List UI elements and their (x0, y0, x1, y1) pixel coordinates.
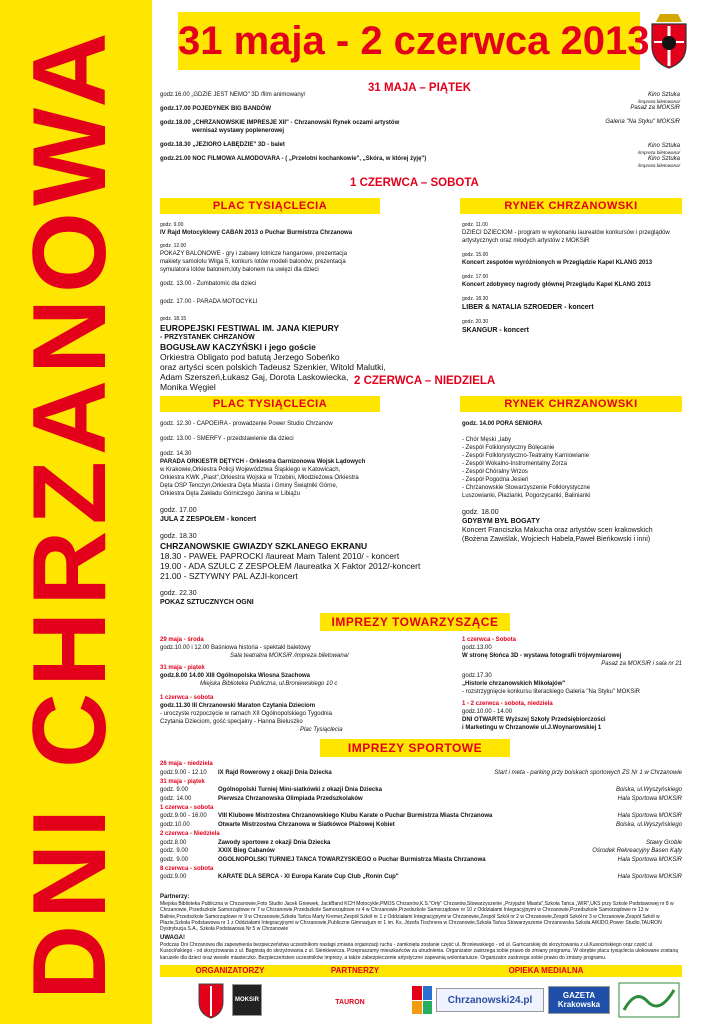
sport-time: godz.9.00 - 12.10 (160, 770, 207, 777)
event: godz. 17.00 - PARADA MOTOCYKLI (160, 299, 258, 305)
event: SKANGUR - koncert (462, 327, 529, 334)
sport-venue: Hala Sportowa MOKSiR (617, 796, 682, 803)
gazeta-krakowska-logo: GAZETA Krakowska (548, 986, 610, 1014)
day3-rynek-header: RYNEK CHRZANOWSKI (460, 396, 682, 412)
sport-header: IMPREZY SPORTOWE (320, 739, 510, 757)
sport-time: godz.8.00 (160, 839, 187, 846)
time: godz.17.30 (462, 673, 492, 679)
time: godz. 14.30 (160, 451, 192, 457)
sport-row (160, 760, 682, 769)
media-label: OPIEKA MEDIALNA (410, 965, 682, 977)
event: - Chrzanowskie Stowarzyszenie Folklorystyczne (462, 485, 591, 491)
venue: Sala teatralna MOKSiR /impreza biletowana/ (230, 653, 349, 659)
tow-right (462, 636, 682, 732)
venue-note: /impreza biletowana/ (637, 99, 680, 104)
date-banner: 31 maja - 2 czerwca 2013 (178, 12, 640, 70)
chrzanowski24-logo: Chrzanowski24.pl (436, 988, 544, 1012)
sport-list (160, 760, 682, 882)
coat-of-arms-icon (646, 12, 692, 70)
sport-time: godz.10.00 (160, 822, 190, 829)
sport-venue: Hala Sportowa MOKSiR (617, 813, 682, 820)
vertical-title: DNI CHRZANOWA (12, 26, 128, 1000)
sport-event: VIII Klubowe Mistrzostwa Chrzanowskiego Klubu Karate o Puchar Burmistrza Miasta Chrzanowa (218, 813, 493, 820)
event: GDYBYM BYŁ BOGATY (462, 518, 541, 525)
sport-event: KARATE DLA SERCA - XI Europa Karate Cup Club „Ronin Cup" (218, 874, 399, 881)
event: Orkiestra Dęta Zakładu Górniczego Janina w Libiążu (160, 491, 301, 497)
tauron-logo: TAURON (330, 990, 370, 1014)
sport-venue: Hala Sportowa MOKSiR (617, 856, 682, 863)
time: godz. 18.30 (462, 296, 489, 302)
event: Czytania Dzieciom, gość specjalny - Hanna Bieluszko (160, 719, 303, 725)
sport-venue: Start i meta - parking przy boiskach sportowych ZS Nr 1 w Chrzanowie (494, 770, 682, 777)
event: Dęta OSP Tenczyn,Orkiestra Dęta Miasta i Gminy Świątniki Górne, (160, 483, 338, 489)
time: godz.10.00 - 14.00 (462, 709, 513, 715)
event: - Zespół Folklorystyczny Bolęcanie (462, 445, 555, 451)
event: Orkiestra Obligato pod batutą Jerzego Sobeńko (160, 352, 340, 362)
event: - uroczyste rozpoczęcie w ramach XII Ogólnopolskiego Tygodnia (160, 711, 332, 717)
d1-item: godz.17.00 POJEDYNEK BIG BANDÓW (160, 106, 272, 112)
partners-text: Miejska Biblioteka Publiczna w Chrzanowie,Foto Studio Jacek Gniewek, JackBand KCH Motocykle,PMOS Chrzanów,K.S."Orły" Chrzanów,Stowarzyszenie „Przyjaźni Miasta",Szkoła Tańca „WIR",UKS przy Szkole Podstawowej nr 8 w Chrzanowie, Przedszkole Samorządowe nr 7 w Chrzanowie,Przedszkole Samorządowe nr 4 w Chrzanowie,Przedszkole Samorządowe nr 10 z Oddziałami Integracyjnymi w Chrzanowie,Przedszkole Samorządowe nr 13 w Balinie,Przedszkole Samorządowe nr 9 w Chrzanowie,Szkoła Tańca Marty Kremer,Zespół Szkół nr 1 z Oddziałami Integracyjnymi w Chrzanowie,Zespół Szkół nr 2 w Chrzanowie,Zespół Szkół nr 3 w Chrzanowie,Zespół Szkół w Płazie,Szkoła Podstawowa nr 1 z Oddziałami Integracyjnymi w Chrzanowie,Publiczne Gimnazjum nr 1 im. Ks. Józefa Tischnera w Chrzanowie,Szkoła Tańca Stowarzyszenie Chrzanowska Szkoła AIKIDO,Power Studio,TAURON Dystrybucja S.A., Szkoła Podstawowa Nr 5 w Chrzanowie (160, 901, 674, 933)
sport-date: 26 maja - niedziela (160, 761, 213, 768)
sport-venue: Stawy Groble (645, 839, 682, 846)
time: godz. 18.00 (462, 509, 499, 516)
day2-plac-list (160, 222, 460, 392)
event: godz. 14.00 PORA SENIORA (462, 421, 543, 427)
sport-date: 1 czerwca - sobota (160, 804, 214, 811)
city-crest-icon (196, 982, 226, 1020)
d1-item: godz.18.30 „JEZIORO ŁABĘDZIE" 3D - balet (160, 142, 285, 148)
event: JULA Z ZESPOŁEM - koncert (160, 516, 257, 523)
event: symulatora lotów balonem,loty balonem na uwięzi dla dzieci (160, 267, 319, 273)
event: Koncert zdobywcy nagrody głównej Przeglądu Kapel KLANG 2013 (462, 282, 651, 288)
day3-plac-list (160, 420, 460, 607)
sport-row (160, 777, 682, 786)
event: i Marketingu w Chrzanowie ul.J.Woynarowskiej 1 (462, 725, 602, 731)
sport-row (160, 803, 682, 812)
event: LIBER & NATALIA SZROEDER - koncert (462, 304, 594, 311)
sport-date: 2 czerwca - Niedziela (160, 830, 220, 837)
sport-venue: Boiska, ul.Wyszyńskiego (615, 787, 682, 794)
event: w Krakowie,Orkiestra Policji Województwa Śląskiego w Katowicach, (160, 467, 341, 473)
event: Koncert zespołów wyróżnionych w Przeglądzie Kapel KLANG 2013 (462, 260, 653, 266)
event: 18.30 - PAWEŁ PAPROCKI /laureat Mam Talent 2010/ - koncert (160, 551, 400, 561)
notice-label: UWAGA! (160, 935, 185, 941)
venue: Kino Sztuka (647, 143, 680, 149)
venue: Miejska Biblioteka Publiczna, ul.Broniewskiego 10 c (200, 681, 338, 687)
sport-row (160, 769, 682, 778)
date: 31 maja - piątek (160, 665, 205, 671)
time: godz. 12.00 (160, 243, 187, 249)
sport-row (160, 821, 682, 830)
d1-item: godz.16.00 „GDZIE JEST NEMO" 3D /film animowany/ (160, 92, 306, 98)
time: godz. 17.00 (160, 507, 197, 514)
event: EUROPEJSKI FESTIWAL IM. JANA KIEPURY (160, 323, 340, 333)
day2-rynek-header: RYNEK CHRZANOWSKI (460, 198, 682, 214)
sport-venue: Boiska, ul.Wyszyńskiego (615, 822, 682, 829)
day2-title: 1 CZERWCA – SOBOTA (350, 177, 479, 189)
day1-title: 31 MAJA – PIĄTEK (368, 82, 472, 94)
event: Monika Węgiel (160, 382, 216, 392)
event: 21.00 - SZTYWNY PAL AZJI-koncert (160, 571, 298, 581)
event: CHRZANOWSKIE GWIAZDY SZKLANEGO EKRANU (160, 541, 368, 551)
sport-time: godz. 9.00 (160, 848, 189, 855)
day2-rynek-list (462, 222, 692, 335)
time: godz. 18.30 (160, 533, 197, 540)
date: 1 czerwca - sobota (160, 695, 214, 701)
event: - Zespół Wokalno-Instrumentalny Zorza (462, 461, 567, 467)
event: - Zespół Pogodna Jesień (462, 477, 529, 483)
event: Adam Szerszeń,Łukasz Gaj, Dorota Laskowiecka, (160, 372, 349, 382)
sport-date: 8 czerwca - sobota (160, 865, 214, 872)
sport-venue: Ośrodek Rekreacyjny Basen Kąty (592, 848, 682, 855)
event: - Zespół Chóralny Wrzos (462, 469, 528, 475)
day3-rynek-list (462, 420, 692, 544)
tow-header (320, 613, 510, 631)
partners-label: Partnerzy: (160, 894, 190, 900)
sport-row (160, 847, 682, 856)
venue-note: /impreza biletowana/ (637, 163, 680, 168)
venue: Pasaż za MOKSiR (630, 105, 680, 111)
moksir-logo: MOKSiR (232, 984, 262, 1016)
event: Koncert Franciszka Makucha oraz artystów scen krakowskich (462, 527, 653, 534)
sport-row (160, 838, 682, 847)
day1-left (160, 91, 580, 169)
time: godz. 11.00 (462, 222, 488, 228)
sport-event: OGÓLNOPOLSKI TURNIEJ TAŃCA TOWARZYSKIEGO o Puchar Burmistrza Miasta Chrzanowa (218, 856, 486, 863)
event: POKAZY BALONOWE - gry i zabawy lotnicze hangarowe, prezentacja (160, 251, 347, 257)
event: POKAZ SZTUCZNYCH OGNI (160, 599, 254, 606)
event: godz.11.30 III Chrzanowski Maraton Czytania Dzieciom (160, 703, 316, 709)
event: makiety samolotu Wilga 5, konkurs lotów modeli balonów, prezentacja (160, 259, 346, 265)
sport-event: Pierwsza Chrzanowska Olimpiada Przedszkolaków (218, 796, 363, 803)
event: godz.8.00 14.00 XIII Ogólnopolska Wiosna Szachowa (160, 673, 310, 679)
sport-row (160, 830, 682, 839)
event: IV Rajd Motocyklowy CABAN 2013 o Puchar Burmistrza Chrzanowa (160, 230, 353, 236)
event: godz.10.00 i 12.00 Baśniowa historia - spektakl baletowy (160, 645, 311, 651)
event: godz. 13.00 - SMERFY - przedstawienie dla dzieci (160, 436, 294, 442)
sport-time: godz.9.00 (160, 874, 187, 881)
event: (Bożena Zawiślak, Wojciech Habela,Paweł Bieńkowski i inni) (462, 536, 651, 543)
event: oraz artyści scen polskich Tadeusz Szenkier, Witold Malutki, (160, 362, 386, 372)
sport-date: 31 maja - piątek (160, 778, 205, 785)
time: godz. 17.00 (462, 274, 489, 280)
time: godz.13.00 (462, 645, 492, 651)
day1-right (560, 91, 680, 168)
sport-time: godz. 9.00 (160, 856, 189, 863)
sport-time: godz.9.00 - 16.00 (160, 813, 207, 820)
time: godz. 20.30 (462, 319, 489, 325)
venue: Kino Sztuka (647, 156, 680, 162)
venue: Plac Tysiąclecia (300, 727, 343, 733)
notice-block (160, 934, 682, 961)
sport-row (160, 786, 682, 795)
time: godz. 22.30 (160, 590, 197, 597)
venue-note: /impreza biletowana/ (637, 150, 680, 155)
time: godz. 9.00 (160, 222, 184, 228)
organizers-label: ORGANIZATORZY (160, 965, 300, 977)
tv-logo-icon (412, 986, 432, 1014)
partners-footer-label: PARTNERZY (300, 965, 410, 977)
d1-item: wernisaż wystawy poplenerowej (192, 128, 285, 134)
event: - Zespół Folklorystyczno-Teatralny Karniowianie (462, 453, 590, 459)
event: 19.00 - ADA SZULC Z ZESPOŁEM /laureatka X Faktor 2012/-koncert (160, 561, 421, 571)
day3-plac-header: PLAC TYSIĄCLECIA (160, 396, 380, 412)
venue: Kino Sztuka (647, 92, 680, 98)
day2-plac-header: PLAC TYSIĄCLECIA (160, 198, 380, 214)
partners-block (160, 893, 682, 932)
event: „Historie chrzanowskich Mikołajów" (462, 681, 566, 687)
sport-event: Zawody sportowe z okazji Dnia Dziecka (218, 839, 331, 846)
event: - Chór Męski „Iaby (462, 437, 512, 443)
event: godz. 13.00 - Zumbatomic dla dzieci (160, 281, 257, 287)
d1-item: godz.21.00 NOC FILMOWA ALMODOVARA - ( „Przelotni kochankowie", „Skóra, w której żyję") (160, 156, 427, 162)
event: PARADA ORKIESTR DĘTYCH - Orkiestra Garnizonowa Wojsk Lądowych (160, 459, 366, 465)
sport-event: Ogólnopolski Turniej Mini-siatkówki z okazji Dnia Dziecka (218, 787, 382, 794)
event: W stronę Słońca 3D - wystawa fotografii trójwymiarowej (462, 653, 622, 659)
event: artystycznych oraz młodych artystów z MOKSiR (462, 238, 590, 244)
sport-event: XXIX Bieg Cabanów (218, 848, 275, 855)
sport-row (160, 795, 682, 804)
event: BOGUSŁAW KACZYŃSKI i jego goście (160, 342, 316, 352)
event: - PRZYSTANEK CHRZANÓW (160, 334, 255, 341)
date: 1 - 2 czerwca - sobota, niedziela (462, 701, 553, 707)
date: 29 maja - środa (160, 637, 204, 643)
sport-venue: Hala Sportowa MOKSiR (617, 874, 682, 881)
event: - rozstrzygnięcie konkursu literackiego Galeria "Na Styku" MOKSiR (462, 689, 640, 695)
event: Luszowianki, Płazianki, Pogorzycanki, Balinianki (462, 493, 591, 499)
sport-event: Otwarte Mistrzostwa Chrzanowa w Siatkówce Plażowej Kobiet (218, 822, 395, 829)
tow-left (160, 636, 460, 734)
d1-item: godz.18.00 „CHRZANOWSKIE IMPRESJE XII" - Chrzanowski Rynek oczami artystów (160, 120, 400, 126)
sport-time: godz. 14.00 (160, 796, 192, 803)
venue: Pasaż za MOKSiR i sala nr 21 (601, 661, 682, 667)
tow-title: IMPREZY TOWARZYSZĄCE (331, 615, 499, 629)
day3-title: 2 CZERWCA – NIEDZIELA (354, 375, 496, 387)
notice-text: Podczas Dni Chrzanowa dla zapewnienia bezpieczeństwa uczestnikom nastąpi zmiana organizacji ruchu - zamknięta zostanie część ul. Broniewskiego - od ul. Garncarskiej do skrzyżowania z ul.Kusocińskiego oraz część ul. Kusocińskiego - od skrzyżowania z ul. Bagnistą do skrzyżowania z ul. Sienkiewicza. Przepraszamy mieszkańców za utrudnienia. Organizator zastrzega sobie prawo do zmiany programu. W obrębie placu tysiąclecia ulokowane zostaną karuzele dla dzieci oraz wesołe miasteczko. Bezpieczeństwo uczestników imprezy, a także zabezpieczenie artystyczne zapewnią wolontariusze. Organizator zastrzega sobie prawo do zmiany programu. (160, 942, 679, 961)
sport-row (160, 873, 682, 882)
time: godz. 15.00 (462, 252, 489, 258)
venue: Galeria "Na Styku" MOKSiR (605, 119, 680, 125)
sport-row (160, 812, 682, 821)
time: godz. 18.15 (160, 316, 187, 322)
sport-row (160, 864, 682, 873)
event: Orkiestra KWK „Piast",Orkiestra Wojska w Trzebini, Młodzieżowa Orkiestra (160, 475, 359, 481)
event: DZIECI DZIECIOM - program w wykonaniu laureatów konkursów i przeglądów (462, 230, 670, 236)
date: 1 czerwca - Sobota (462, 637, 517, 643)
sport-event: IX Rajd Rowerowy z okazji Dnia Dziecka (218, 770, 332, 777)
radio-logo-icon (618, 982, 680, 1018)
sport-row (160, 856, 682, 865)
sport-time: godz. 9.00 (160, 787, 189, 794)
event: godz. 12.30 - CAPOEIRA - prowadzenie Power Studio Chrzanów (160, 421, 333, 427)
event: DNI OTWARTE Wyższej Szkoły Przedsiębiorczości (462, 717, 606, 723)
